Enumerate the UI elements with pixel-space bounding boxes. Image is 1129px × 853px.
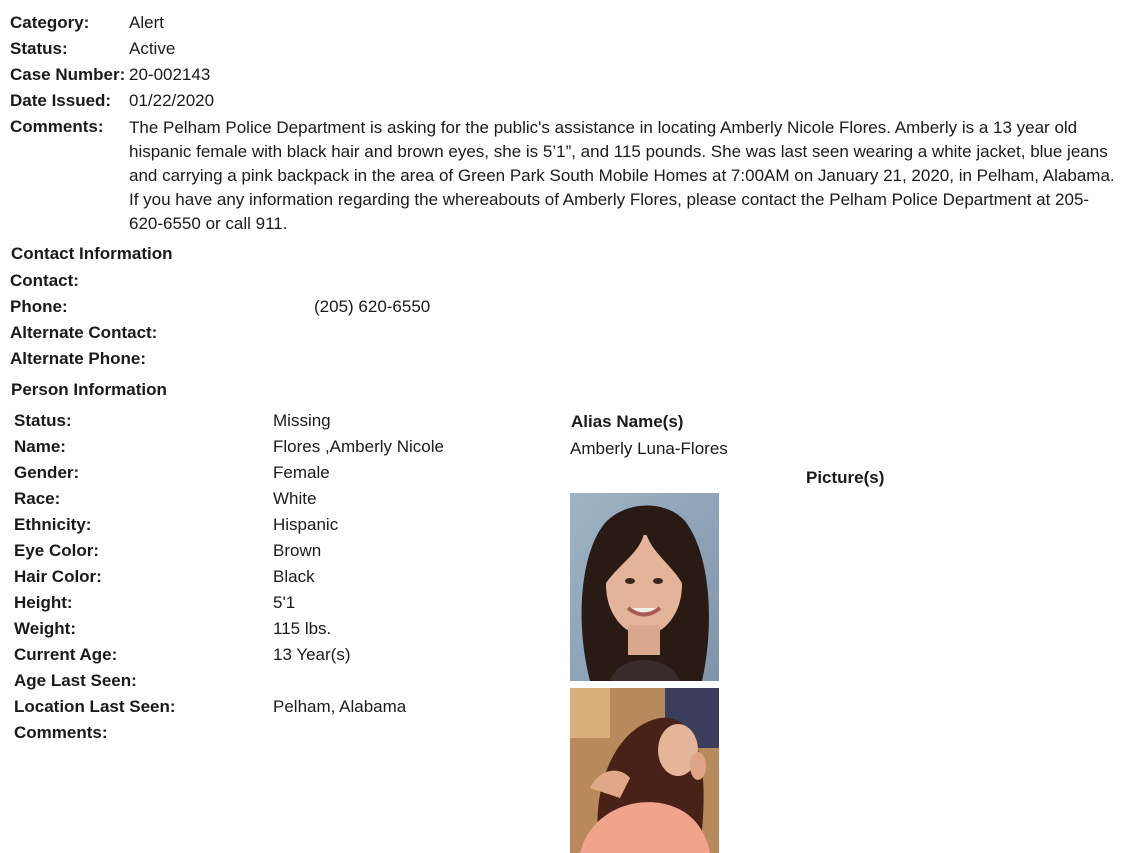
person-field-value: Brown bbox=[273, 541, 322, 560]
person-field-value: Missing bbox=[273, 411, 331, 430]
person-field-value: Pelham, Alabama bbox=[273, 697, 407, 716]
person-field-value: 5'1 bbox=[273, 593, 296, 612]
comments-value: The Pelham Police Department is asking for the public's assistance in locating Amberly Nicole Flores. Amberly is a 13 year old hispanic female with black hair and brown eyes, she is 5’1”, and 115 pounds. She was last seen wearing a white jacket, blue jeans and carrying a pink backpack in the area of Green Park South Mobile Homes at 7:00AM on January 21, 2020, in Pelham, Alabama. If you have any information regarding the whereabouts of Amberly Flores, please contact the Pelham Police Department at 205-620-6550 or call 911. bbox=[129, 118, 1115, 233]
status-label: Status: bbox=[10, 39, 68, 58]
alt-contact-label: Alternate Contact: bbox=[10, 323, 158, 342]
alias-value: Amberly Luna-Flores bbox=[570, 439, 728, 458]
phone-label: Phone: bbox=[10, 297, 68, 316]
person-field-label: Weight: bbox=[14, 619, 77, 638]
person-field-label: Age Last Seen: bbox=[14, 671, 137, 690]
person-field-value: Flores ,Amberly Nicole bbox=[273, 437, 444, 456]
person-field-label: Comments: bbox=[14, 723, 108, 742]
person-field-label: Location Last Seen: bbox=[14, 697, 176, 716]
missing-person-photo-1 bbox=[570, 493, 719, 681]
contact-label: Contact: bbox=[10, 271, 79, 290]
person-field-value: 115 lbs. bbox=[273, 619, 332, 638]
person-field-label: Current Age: bbox=[14, 645, 118, 664]
person-field-label: Hair Color: bbox=[14, 567, 102, 586]
person-field-value: Female bbox=[273, 463, 330, 482]
person-field-label: Race: bbox=[14, 489, 61, 508]
contact-heading: Contact Information bbox=[11, 244, 173, 263]
category-value: Alert bbox=[129, 13, 164, 32]
case-number-label: Case Number: bbox=[10, 65, 126, 84]
person-field-value: Hispanic bbox=[273, 515, 339, 534]
date-issued-label: Date Issued: bbox=[10, 91, 112, 110]
person-heading: Person Information bbox=[11, 380, 167, 399]
person-field-value: 13 Year(s) bbox=[273, 645, 351, 664]
category-label: Category: bbox=[10, 13, 90, 32]
person-field-label: Eye Color: bbox=[14, 541, 100, 560]
missing-person-photo-2 bbox=[570, 688, 719, 853]
status-value: Active bbox=[129, 39, 176, 58]
person-field-label: Status: bbox=[14, 411, 72, 430]
person-field-value: White bbox=[273, 489, 317, 508]
comments-label: Comments: bbox=[10, 117, 104, 136]
person-field-label: Height: bbox=[14, 593, 73, 612]
date-issued-value: 01/22/2020 bbox=[129, 91, 215, 110]
pictures-heading: Picture(s) bbox=[806, 468, 885, 487]
alt-phone-label: Alternate Phone: bbox=[10, 349, 147, 368]
person-field-label: Ethnicity: bbox=[14, 515, 92, 534]
case-number-value: 20-002143 bbox=[129, 65, 211, 84]
person-field-label: Gender: bbox=[14, 463, 80, 482]
person-field-value: Black bbox=[273, 567, 315, 586]
person-field-label: Name: bbox=[14, 437, 66, 456]
alias-heading: Alias Name(s) bbox=[571, 412, 684, 431]
phone-value: (205) 620-6550 bbox=[314, 297, 431, 316]
